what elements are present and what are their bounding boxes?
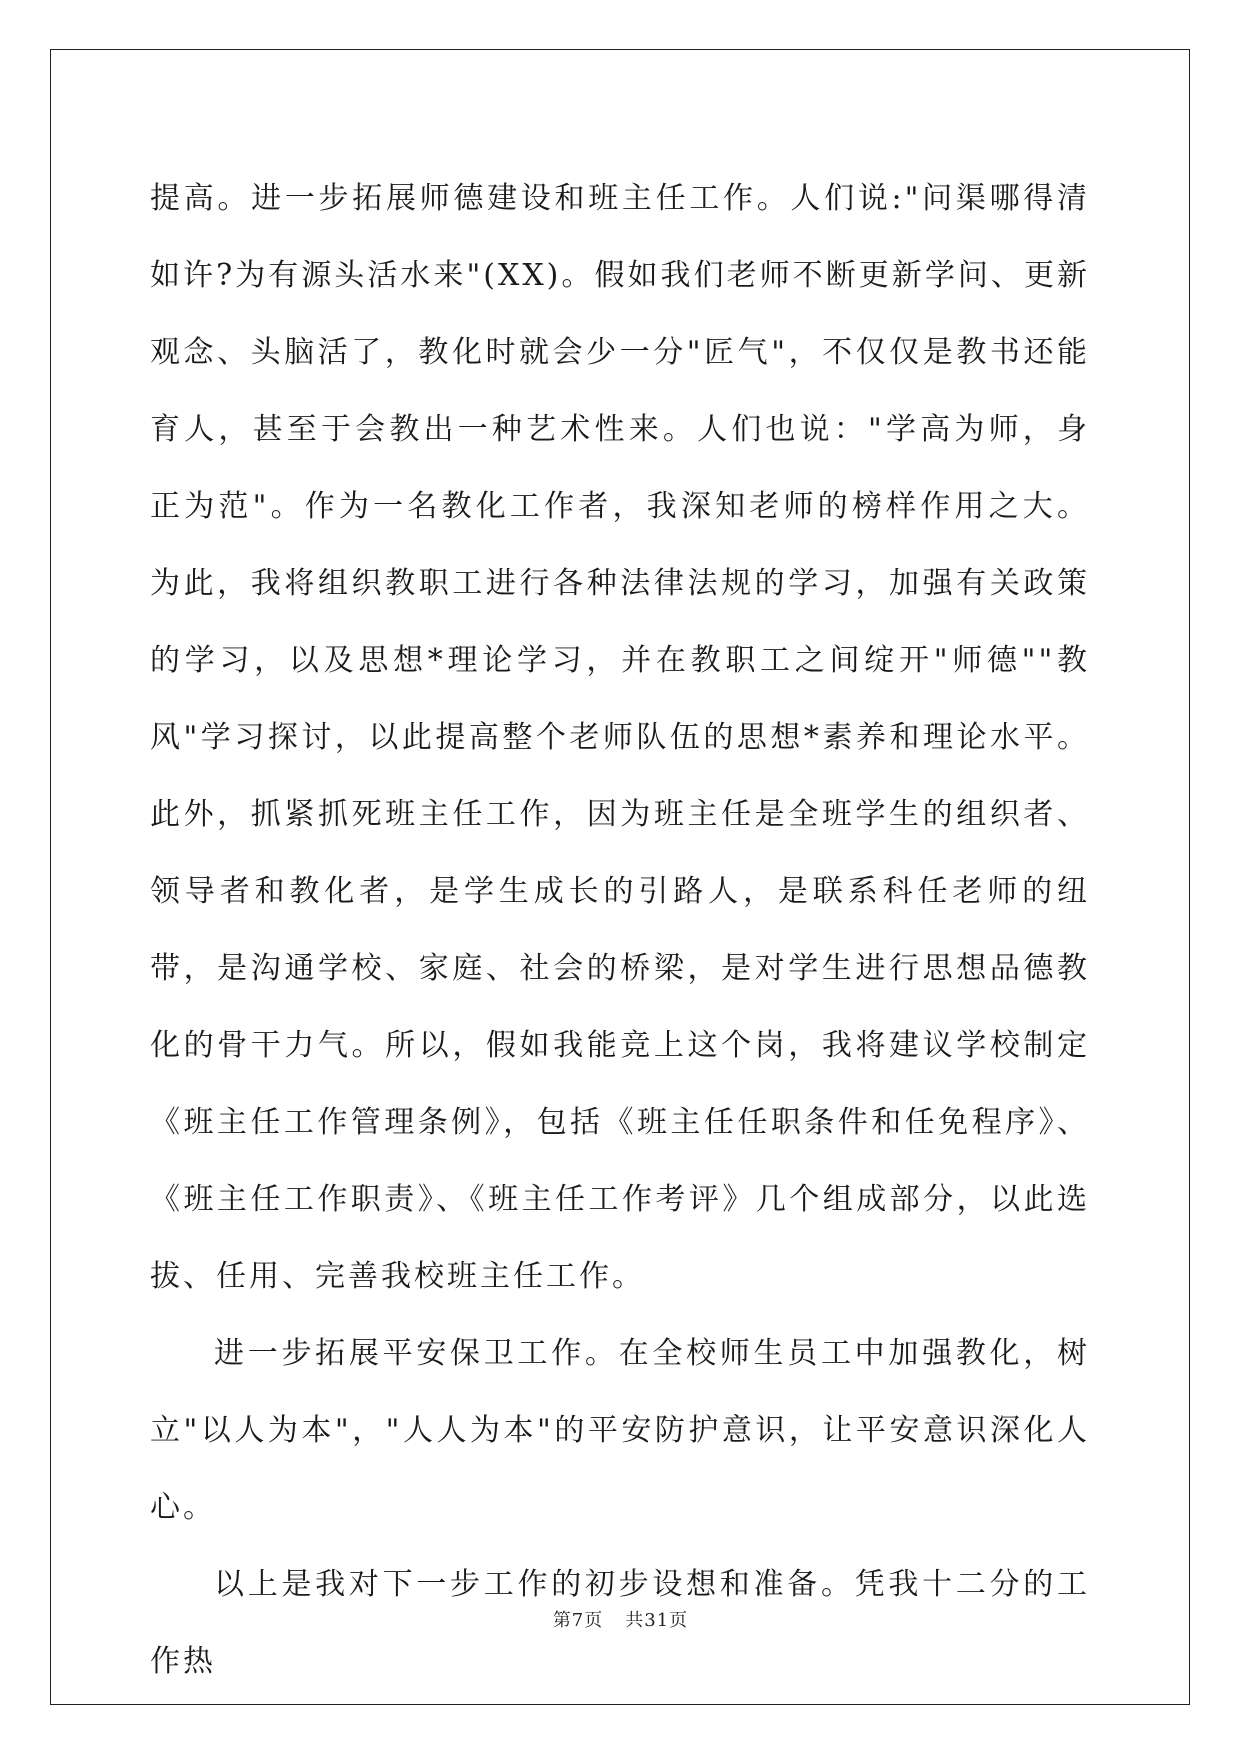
page-footer [0,1609,1241,1633]
paragraph-conclusion: 以上是我对下一步工作的初步设想和准备。凭我十二分的工作热 [150,1567,1090,1679]
page-number: 第7页 [552,1610,604,1631]
paragraph-safety-work: 进一步拓展平安保卫工作。在全校师生员工中加强教化，树立"以人为本"，"人人为本"的平安防护意识，让平安意识深化人心。 [150,1336,1090,1525]
document-body [150,160,1090,1700]
page-total: 共31页 [625,1610,689,1631]
paragraph-teacher-ethics: 提高。进一步拓展师德建设和班主任工作。人们说:"问渠哪得清如许?为有源头活水来"(XX)。假如我们老师不断更新学问、更新观念、头脑活了，教化时就会少一分"匠气"，不仅仅是教书还能育人，甚至于会教出一种艺术性来。人们也说："学高为师，身正为范"。作为一名教化工作者，我深知老师的榜样作用之大。为此，我将组织教职工进行各种法律法规的学习，加强有关政策的学习，以及思想*理论学习，并在教职工之间绽开"师德""教风"学习探讨，以此提高整个老师队伍的思想*素养和理论水平。此外，抓紧抓死班主任工作，因为班主任是全班学生的组织者、领导者和教化者，是学生成长的引路人，是联系科任老师的纽带，是沟通学校、家庭、社会的桥梁，是对学生进行思想品德教化的骨干力气。所以，假如我能竞上这个岗，我将建议学校制定《班主任工作管理条例》，包括《班主任任职条件和任免程序》、《班主任工作职责》、《班主任工作考评》几个组成部分，以此选拔、任用、完善我校班主任工作。 [150,181,1090,1294]
